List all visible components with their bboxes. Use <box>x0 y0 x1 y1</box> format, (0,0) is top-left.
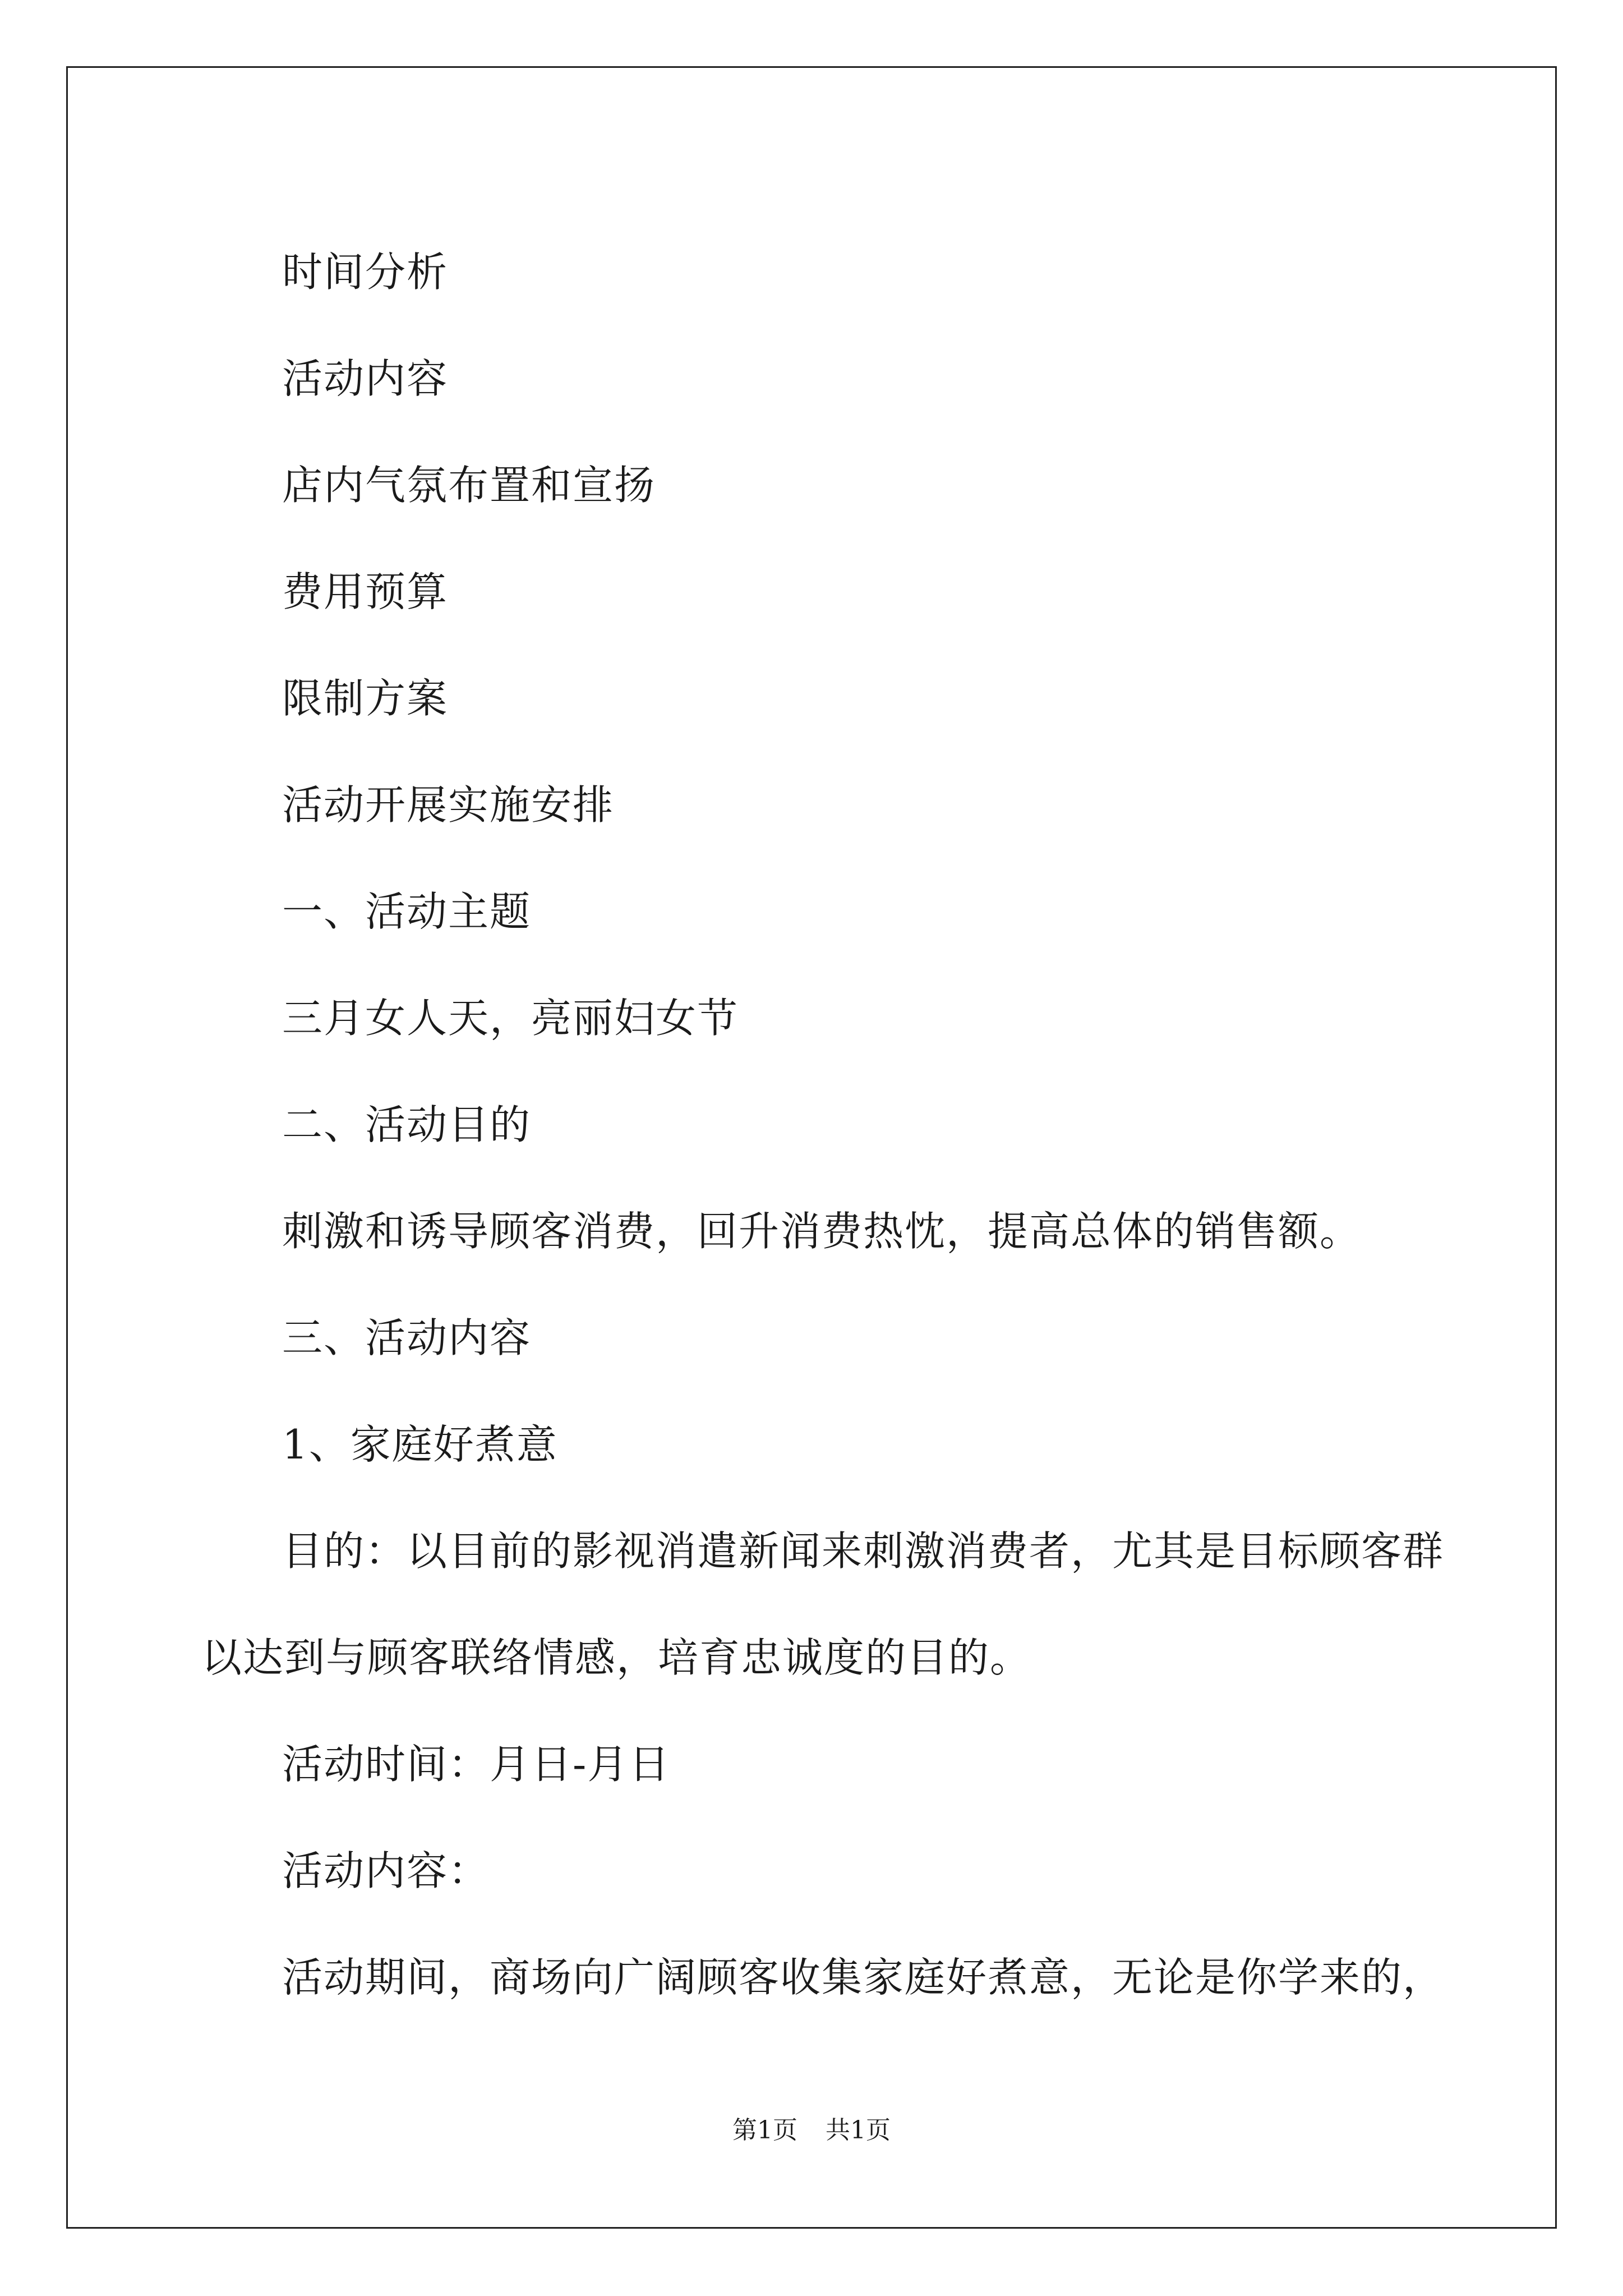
section-heading: 二、活动目的 <box>282 1101 532 1148</box>
page-number-total: 共1页 <box>826 2116 891 2145</box>
text-line: 限制方案 <box>282 675 449 722</box>
document-body <box>68 68 1555 2227</box>
text-line: 三月女人天，亮丽妇女节 <box>282 995 739 1042</box>
page-footer <box>68 2118 1555 2143</box>
text-line: 费用预算 <box>282 568 449 615</box>
text-line: 目的：以目前的影视消遣新闻来刺激消费者，尤其是目标顾客群 <box>282 1527 1445 1575</box>
section-heading: 三、活动内容 <box>282 1314 532 1361</box>
text-line: 时间分析 <box>282 249 449 296</box>
text-line: 活动时间：月日-月日 <box>282 1741 671 1788</box>
page-border <box>66 66 1557 2229</box>
text-line: 活动内容： <box>282 1847 490 1894</box>
text-line: 活动内容 <box>282 355 449 402</box>
page-number-current: 第1页 <box>732 2116 797 2145</box>
text-line: 刺激和诱导顾客消费，回升消费热忱，提高总体的销售额。 <box>282 1208 1362 1255</box>
text-line: 活动开展实施安排 <box>282 781 615 829</box>
section-heading: 一、活动主题 <box>282 888 532 935</box>
subsection-heading: 1、家庭好煮意 <box>282 1421 558 1468</box>
text-line: 店内气氛布置和宣扬 <box>282 462 656 509</box>
text-line: 以达到与顾客联络情感，培育忠诚度的目的。 <box>201 1634 1032 1681</box>
text-line: 活动期间，商场向广阔顾客收集家庭好煮意，无论是你学来的， <box>282 1954 1445 2001</box>
